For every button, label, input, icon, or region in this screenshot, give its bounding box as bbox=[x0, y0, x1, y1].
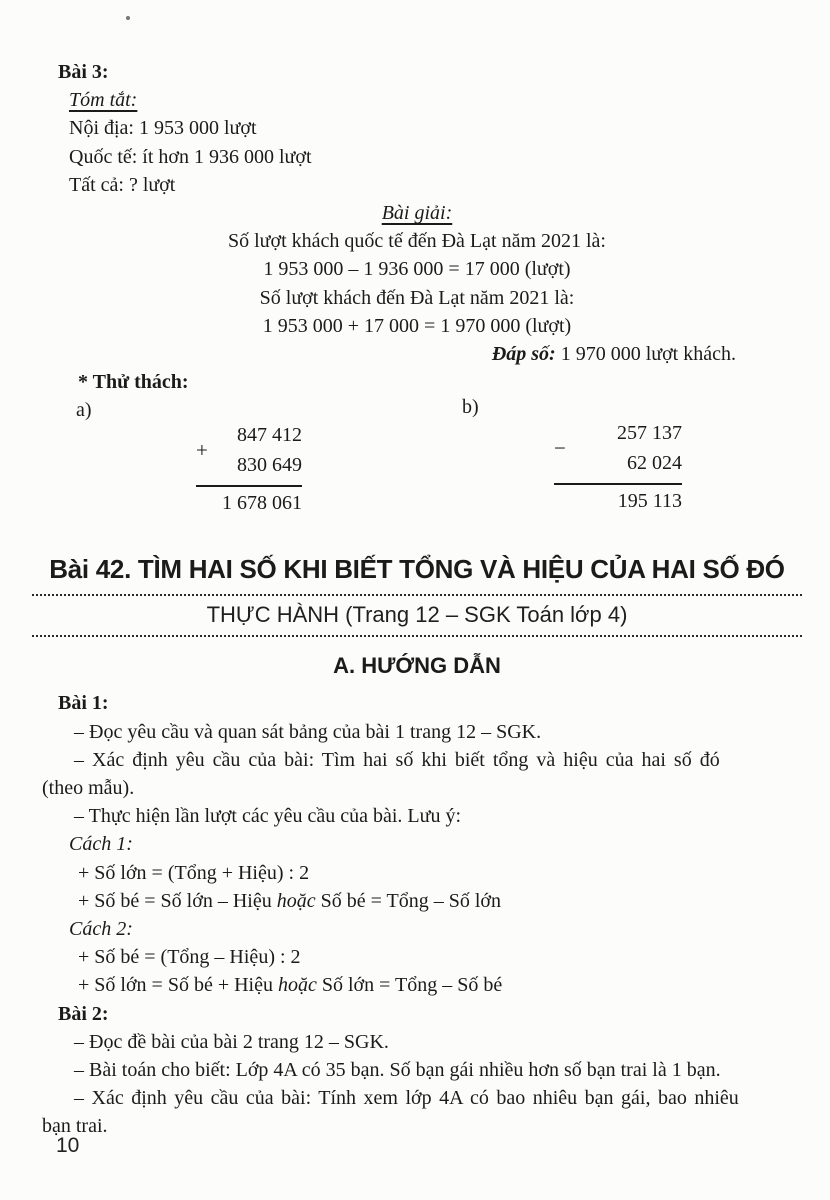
dap-so-value: 1 970 000 lượt khách. bbox=[555, 343, 736, 366]
solution-line-2: 1 953 000 – 1 936 000 = 17 000 (lượt) bbox=[263, 258, 571, 281]
hoac-word: hoặc bbox=[277, 974, 317, 997]
scan-speck bbox=[126, 16, 130, 20]
bai3-heading: Bài 3: bbox=[58, 61, 109, 83]
challenge-row bbox=[42, 396, 792, 518]
addition-operands bbox=[196, 420, 302, 480]
solution-line-4: 1 953 000 + 17 000 = 1 970 000 (lượt) bbox=[262, 314, 572, 337]
summary-line-international: Quốc tế: ít hơn 1 936 000 lượt bbox=[69, 145, 312, 168]
bai2-paragraph-2: – Bài toán cho biết: Lớp 4A có 35 bạn. Số bạn gái nhiều hơn số bạn trai là 1 bạn. bbox=[74, 1059, 721, 1082]
bai2-paragraph-3-line2: bạn trai. bbox=[42, 1115, 108, 1138]
tom-tat-row bbox=[69, 86, 792, 114]
subtraction-operands bbox=[554, 418, 682, 478]
summary-line-domestic: Nội địa: 1 953 000 lượt bbox=[69, 117, 257, 140]
section-bai2 bbox=[42, 1000, 792, 1141]
bai-giai-label: Bài giải: bbox=[381, 202, 453, 225]
bai1-paragraph-2 bbox=[42, 746, 792, 802]
hoac-word: hoặc bbox=[276, 889, 316, 912]
lesson-subtitle: THỰC HÀNH (Trang 12 – SGK Toán lớp 4) bbox=[206, 602, 628, 628]
thu-thach-heading: * Thử thách: bbox=[78, 371, 189, 394]
bai2-paragraph-1: – Đọc đề bài của bài 2 trang 12 – SGK. bbox=[74, 1030, 389, 1053]
dap-so-label: Đáp số: bbox=[491, 343, 556, 366]
cach2-label: Cách 2: bbox=[69, 918, 133, 941]
solution-line-3: Số lượt khách đến Đà Lạt năm 2021 là: bbox=[259, 286, 575, 309]
plus-operator: + bbox=[196, 438, 208, 463]
bai2-paragraph-3-line1: – Xác định yêu cầu của bài: Tính xem lớp 4A có bao nhiêu bạn gái, bao nhiêu bbox=[74, 1087, 739, 1110]
cach2-formula-2: + Số lớn = Số bé + Hiệu hoặc Số lớn = Tổng – Số bé bbox=[78, 974, 503, 997]
bai1-heading: Bài 1: bbox=[58, 692, 109, 715]
bai1-paragraph-1: – Đọc yêu cầu và quan sát bảng của bài 1 trang 12 – SGK. bbox=[74, 720, 542, 743]
minus-operator: − bbox=[554, 436, 566, 461]
bai-giai-row bbox=[42, 199, 792, 227]
bai1-paragraph-2-line1: – Xác định yêu cầu của bài: Tìm hai số khi biết tổng và hiệu của hai số đó bbox=[74, 748, 720, 771]
bai1-paragraph-3: – Thực hiện lần lượt các yêu cầu của bài. Lưu ý: bbox=[74, 805, 462, 828]
cach1-formula-2: + Số bé = Số lớn – Hiệu hoặc Số bé = Tổng – Số lớn bbox=[78, 889, 501, 912]
section-bai42-header bbox=[42, 554, 792, 679]
addition-block bbox=[196, 420, 302, 517]
tom-tat-label: Tóm tắt: bbox=[69, 89, 138, 112]
dap-so-line bbox=[42, 340, 792, 368]
cach2-formula-1: + Số bé = (Tổng – Hiệu) : 2 bbox=[78, 946, 301, 969]
section-thu-thach bbox=[42, 368, 792, 518]
addition-operand-1: 847 412 bbox=[237, 424, 302, 447]
subtraction-operand-1: 257 137 bbox=[617, 422, 682, 445]
lesson-title: Bài 42. TÌM HAI SỐ KHI BIẾT TỔNG VÀ HIỆU CỦA HAI SỐ ĐÓ bbox=[49, 554, 785, 585]
bai1-paragraph-2-line2: (theo mẫu). bbox=[42, 777, 135, 800]
dotted-rule-bottom bbox=[32, 635, 802, 637]
challenge-b-label: b) bbox=[462, 396, 479, 419]
summary-line-total: Tất cả: ? lượt bbox=[69, 173, 176, 196]
page-number: 10 bbox=[56, 1133, 80, 1157]
cach1-formula-1: + Số lớn = (Tổng + Hiệu) : 2 bbox=[78, 861, 310, 884]
subtraction-block bbox=[554, 418, 682, 515]
section-bai1 bbox=[42, 689, 792, 999]
section-bai3 bbox=[42, 58, 792, 368]
bai2-heading: Bài 2: bbox=[58, 1002, 109, 1025]
section-a-heading: A. HƯỚNG DẪN bbox=[333, 653, 501, 679]
cach1-label: Cách 1: bbox=[69, 833, 133, 856]
subtraction-operand-2: 62 024 bbox=[627, 452, 682, 475]
subtraction-result: 195 113 bbox=[617, 490, 682, 513]
bai2-paragraph-3 bbox=[42, 1084, 792, 1140]
challenge-a-label: a) bbox=[76, 399, 92, 422]
solution-line-1: Số lượt khách quốc tế đến Đà Lạt năm 2021 là: bbox=[228, 230, 606, 253]
addition-result: 1 678 061 bbox=[222, 492, 302, 515]
addition-operand-2: 830 649 bbox=[237, 454, 302, 477]
